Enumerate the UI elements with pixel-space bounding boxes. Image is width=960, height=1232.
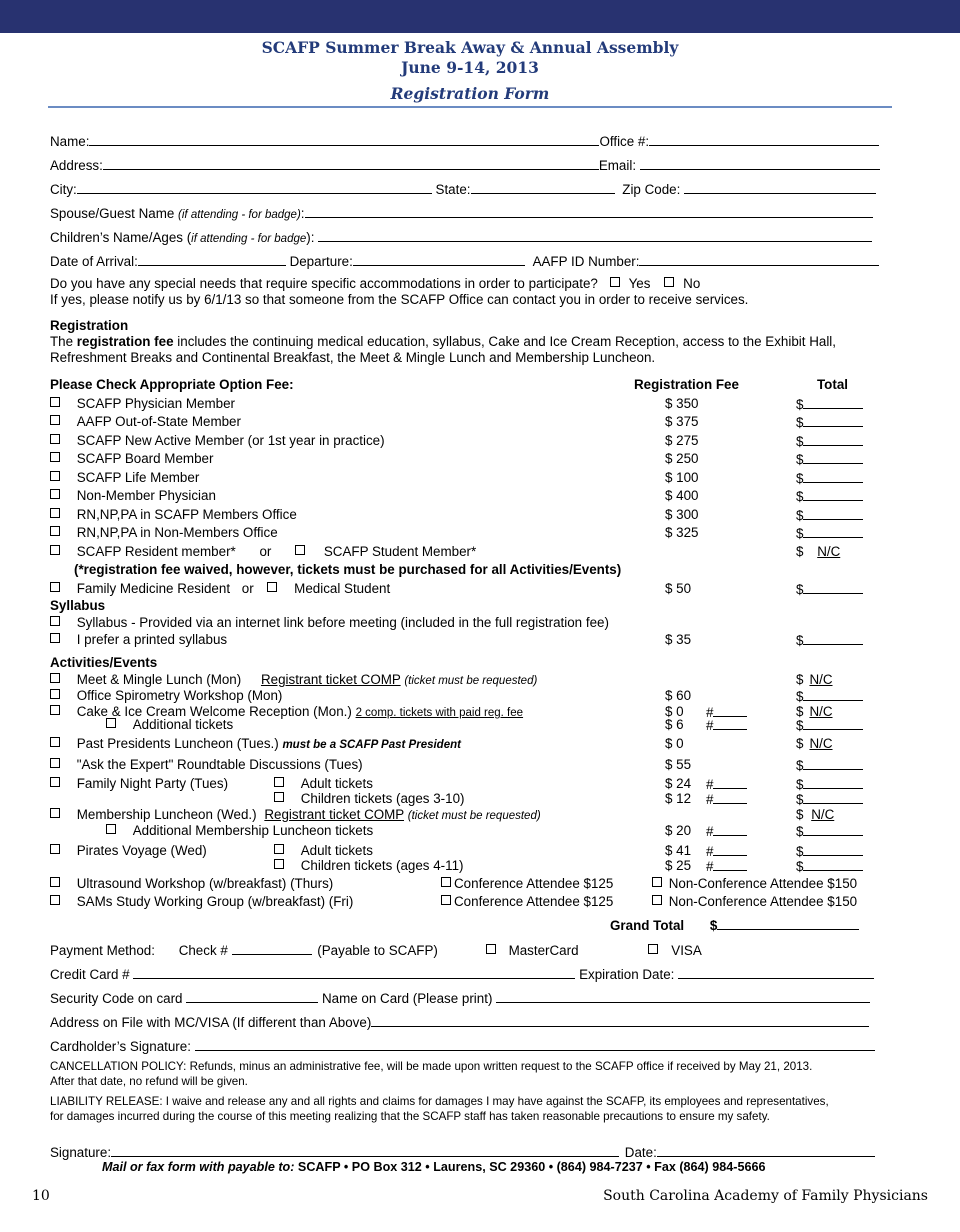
addl-tickets-checkbox[interactable]	[106, 718, 116, 728]
address-on-file-row: Address on File with MC/VISA (If different than Above)	[50, 1013, 869, 1031]
option-checkbox[interactable]	[50, 471, 60, 481]
liability-release: LIABILITY RELEASE: I waive and release any and all rights and claims for damages I may have against the SCAFP, its employees and representatives, for damages incurred during the course of this meeting realizing that the SCAFP staff has taken reasonable precautions to ensure my safety.	[50, 1095, 829, 1123]
footer-org: South Carolina Academy of Family Physicians	[603, 1188, 928, 1204]
activity-row: Cake & Ice Cream Welcome Reception (Mon.) 2 comp. tickets with paid reg. fee $ 0 # $ N/C	[0, 703, 960, 720]
conf-attendee-checkbox[interactable]	[441, 895, 451, 905]
activity-checkbox[interactable]	[50, 705, 60, 715]
children-field[interactable]	[318, 228, 872, 242]
children-row: Children’s Name/Ages (if attending - for badge):	[50, 228, 872, 247]
total-field[interactable]	[803, 790, 863, 804]
nonconf-attendee-checkbox[interactable]	[652, 895, 662, 905]
total-field[interactable]	[803, 756, 863, 770]
form-title: Registration Form	[390, 84, 550, 103]
waived-note: (*registration fee waived, however, tickets must be purchased for all Activities/Events)	[74, 562, 622, 577]
aafp-id-field[interactable]	[639, 252, 879, 266]
option-row: SCAFP New Active Member (or 1st year in practice) $ 275 $	[0, 432, 960, 449]
workshop-row: SAMs Study Working Group (w/breakfast) (Fri) Conference Attendee $125 Non-Conference Attendee $150	[0, 893, 960, 910]
registration-intro-2: Refreshment Breaks and Continental Breakfast, the Meet & Mingle Lunch and Membership Luncheon.	[50, 350, 656, 365]
option-checkbox[interactable]	[50, 526, 60, 536]
activity-row: Family Night Party (Tues) Adult tickets $ 24 # $	[0, 775, 960, 792]
activity-row: "Ask the Expert" Roundtable Discussions (Tues) $ 55 $	[0, 756, 960, 773]
no-checkbox[interactable]	[664, 277, 674, 287]
page-number: 10	[32, 1188, 50, 1204]
name-row: Name: Office #:	[50, 132, 879, 150]
syllabus-heading: Syllabus	[50, 598, 106, 613]
zip-field[interactable]	[684, 180, 876, 194]
activity-checkbox[interactable]	[50, 758, 60, 768]
option-row: RN,NP,PA in SCAFP Members Office $ 300 $	[0, 506, 960, 523]
option-row: AAFP Out-of-State Member $ 375 $	[0, 413, 960, 430]
workshop-row: Ultrasound Workshop (w/breakfast) (Thurs) Conference Attendee $125 Non-Conference Attendee $150	[0, 875, 960, 892]
quantity-field[interactable]	[713, 822, 747, 836]
registration-intro: The registration fee includes the continuing medical education, syllabus, Cake and Ice Cream Reception, access to the Exhibit Hall,	[50, 334, 836, 349]
activity-checkbox[interactable]	[50, 877, 60, 887]
special-needs-note: If yes, please notify us by 6/1/13 so that someone from the SCAFP Office can contact you in order to receive services.	[50, 292, 749, 307]
total-field[interactable]	[803, 716, 863, 730]
credit-card-row: Credit Card # Expiration Date:	[50, 965, 874, 983]
option-checkbox[interactable]	[50, 415, 60, 425]
fee-table-header: Please Check Appropriate Option Fee: Registration Fee Total	[50, 377, 848, 392]
activity-checkbox[interactable]	[50, 737, 60, 747]
adult-tickets-checkbox[interactable]	[274, 844, 284, 854]
children-tickets-checkbox[interactable]	[274, 859, 284, 869]
syllabus-printed-checkbox[interactable]	[50, 633, 60, 643]
security-row: Security Code on card Name on Card (Please print)	[50, 989, 870, 1007]
total-field[interactable]	[803, 857, 863, 871]
date-field[interactable]	[657, 1143, 875, 1157]
total-field[interactable]	[803, 775, 863, 789]
activity-subrow: Children tickets (ages 4-11) $ 25 # $	[0, 857, 960, 874]
email-field[interactable]	[640, 156, 880, 170]
option-checkbox[interactable]	[50, 489, 60, 499]
total-field[interactable]	[803, 687, 863, 701]
address-row: Address: Email:	[50, 156, 880, 174]
grand-total-field[interactable]	[717, 916, 859, 930]
option-checkbox[interactable]	[50, 508, 60, 518]
activity-subrow: Additional Membership Luncheon tickets $ 20 # $	[0, 822, 960, 839]
total-field[interactable]	[803, 631, 863, 645]
activity-checkbox[interactable]	[50, 844, 60, 854]
quantity-field[interactable]	[713, 703, 747, 717]
option-checkbox[interactable]	[50, 452, 60, 462]
option-row: Non-Member Physician $ 400 $	[0, 487, 960, 504]
total-field[interactable]	[803, 506, 863, 520]
syllabus-printed-row: I prefer a printed syllabus $ 35 $	[0, 631, 960, 648]
state-field[interactable]	[471, 180, 615, 194]
fm-resident-row: Family Medicine Resident or Medical Student $ 50 $	[0, 580, 960, 597]
student-checkbox[interactable]	[295, 545, 305, 555]
total-field[interactable]	[803, 395, 863, 409]
title-divider	[48, 106, 892, 108]
security-code-field[interactable]	[186, 989, 318, 1003]
yes-checkbox[interactable]	[610, 277, 620, 287]
cardholder-row: Cardholder’s Signature:	[50, 1037, 875, 1055]
arrival-field[interactable]	[138, 252, 286, 266]
total-field[interactable]	[803, 450, 863, 464]
mastercard-checkbox[interactable]	[486, 944, 496, 954]
nonconf-attendee-checkbox[interactable]	[652, 877, 662, 887]
registration-heading: Registration	[50, 318, 129, 333]
activity-row: Past Presidents Luncheon (Tues.) must be a SCAFP Past President $ 0 $ N/C	[0, 735, 960, 752]
mail-instructions: Mail or fax form with payable to: SCAFP • PO Box 312 • Laurens, SC 29360 • (864) 984-7237 • Fax (864) 984-5666	[102, 1160, 766, 1174]
spouse-field[interactable]	[305, 204, 873, 218]
quantity-field[interactable]	[713, 842, 747, 856]
activity-row: Membership Luncheon (Wed.) Registrant ticket COMP (ticket must be requested) $ N/C	[0, 806, 960, 823]
top-banner	[0, 0, 960, 33]
resident-checkbox[interactable]	[50, 545, 60, 555]
visa-checkbox[interactable]	[648, 944, 658, 954]
addl-membership-checkbox[interactable]	[106, 824, 116, 834]
adult-tickets-checkbox[interactable]	[274, 777, 284, 787]
name-on-card-field[interactable]	[496, 989, 870, 1003]
total-field[interactable]	[803, 432, 863, 446]
total-field[interactable]	[803, 487, 863, 501]
event-dates: June 9-14, 2013	[401, 58, 539, 77]
spouse-row: Spouse/Guest Name (if attending - for badge):	[50, 204, 873, 223]
option-checkbox[interactable]	[50, 397, 60, 407]
activities-heading: Activities/Events	[50, 655, 158, 670]
activity-subrow: Additional tickets $ 6 # $	[0, 716, 960, 733]
activity-checkbox[interactable]	[50, 673, 60, 683]
credit-card-field[interactable]	[133, 965, 575, 979]
option-checkbox[interactable]	[50, 434, 60, 444]
quantity-field[interactable]	[713, 790, 747, 804]
name-field[interactable]	[89, 132, 599, 146]
option-row: SCAFP Board Member $ 250 $	[0, 450, 960, 467]
check-number-field[interactable]	[232, 941, 312, 955]
quantity-field[interactable]	[713, 716, 747, 730]
resident-row: SCAFP Resident member* or SCAFP Student Member* $ N/C	[0, 543, 960, 560]
city-field[interactable]	[77, 180, 432, 194]
total-field[interactable]	[803, 842, 863, 856]
address-on-file-field[interactable]	[371, 1013, 869, 1027]
activity-subrow: Children tickets (ages 3-10) $ 12 # $	[0, 790, 960, 807]
conf-attendee-checkbox[interactable]	[441, 877, 451, 887]
option-row: SCAFP Physician Member $ 350 $	[0, 395, 960, 412]
total-field[interactable]	[803, 413, 863, 427]
option-row: SCAFP Life Member $ 100 $	[0, 469, 960, 486]
activity-checkbox[interactable]	[50, 777, 60, 787]
total-field[interactable]	[803, 469, 863, 483]
office-field[interactable]	[649, 132, 879, 146]
syllabus-link-checkbox[interactable]	[50, 616, 60, 626]
cancellation-policy: CANCELLATION POLICY: Refunds, minus an administrative fee, will be made upon written request to the SCAFP office if received by May 21, 2013. After that date, no refund will be given.	[50, 1060, 813, 1088]
quantity-field[interactable]	[713, 857, 747, 871]
quantity-field[interactable]	[713, 775, 747, 789]
event-title: SCAFP Summer Break Away & Annual Assembly	[261, 38, 679, 57]
departure-field[interactable]	[353, 252, 525, 266]
dates-row: Date of Arrival: Departure: AAFP ID Number:	[50, 252, 879, 270]
payment-method-row: Payment Method: Check # (Payable to SCAFP) MasterCard VISA	[50, 943, 702, 958]
cardholder-signature-field[interactable]	[195, 1037, 875, 1051]
address-field[interactable]	[103, 156, 599, 170]
med-student-checkbox[interactable]	[267, 582, 277, 592]
signature-field[interactable]	[111, 1143, 619, 1157]
activity-row: Office Spirometry Workshop (Mon) $ 60 $	[0, 687, 960, 704]
city-row: City: State: Zip Code:	[50, 180, 876, 198]
activity-row: Pirates Voyage (Wed) Adult tickets $ 41 # $	[0, 842, 960, 859]
special-needs-row: Do you have any special needs that require specific accommodations in order to participate? Yes No	[50, 276, 701, 291]
grand-total-row: Grand Total $	[610, 916, 859, 934]
activity-checkbox[interactable]	[50, 808, 60, 818]
fm-resident-checkbox[interactable]	[50, 582, 60, 592]
total-field[interactable]	[803, 524, 863, 538]
total-field[interactable]	[803, 822, 863, 836]
syllabus-link-row: Syllabus - Provided via an internet link before meeting (included in the full registration fee)	[0, 614, 960, 631]
activity-row: Meet & Mingle Lunch (Mon) Registrant ticket COMP (ticket must be requested) $ N/C	[0, 671, 960, 688]
total-field[interactable]	[803, 580, 863, 594]
expiration-field[interactable]	[678, 965, 874, 979]
signature-row: Signature: Date:	[50, 1143, 875, 1161]
option-row: RN,NP,PA in Non-Members Office $ 325 $	[0, 524, 960, 541]
activity-checkbox[interactable]	[50, 689, 60, 699]
activity-checkbox[interactable]	[50, 895, 60, 905]
children-tickets-checkbox[interactable]	[274, 792, 284, 802]
